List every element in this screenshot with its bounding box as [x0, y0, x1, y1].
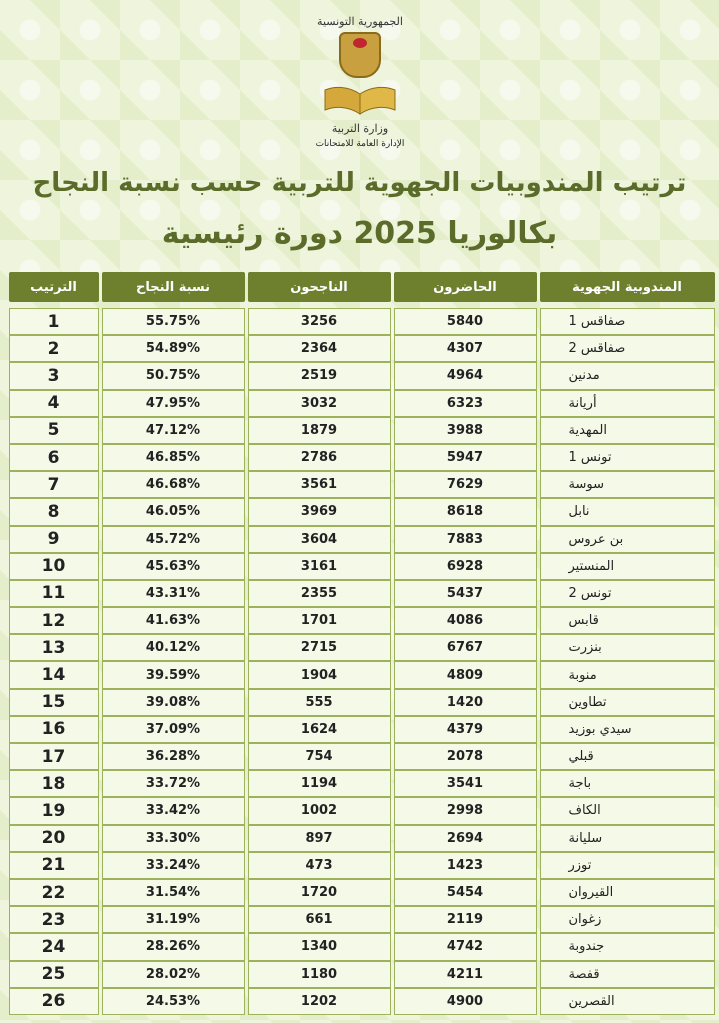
- rate-cell: 45.72%: [102, 526, 245, 553]
- department-label: الإدارة العامة للامتحانات: [315, 139, 405, 149]
- ministry-emblem: [300, 14, 420, 159]
- present-cell: 6928: [394, 553, 537, 580]
- rate-cell: 50.75%: [102, 362, 245, 389]
- table-row: [7, 770, 716, 797]
- present-cell: 4900: [394, 988, 537, 1015]
- passed-cell: 1904: [248, 661, 391, 688]
- rate-cell: 33.72%: [102, 770, 245, 797]
- rate-cell: 46.05%: [102, 498, 245, 525]
- table-row: [7, 335, 716, 362]
- passed-cell: 555: [248, 689, 391, 716]
- present-cell: 6323: [394, 390, 537, 417]
- passed-cell: 2364: [248, 335, 391, 362]
- rank-cell: 11: [9, 580, 99, 607]
- rate-cell: 33.42%: [102, 797, 245, 824]
- table-row: [7, 471, 716, 498]
- rank-cell: 14: [9, 661, 99, 688]
- rate-cell: 45.63%: [102, 553, 245, 580]
- table-row: [7, 526, 716, 553]
- rate-cell: 39.08%: [102, 689, 245, 716]
- region-cell: تطاوين: [540, 689, 715, 716]
- region-cell: توزر: [540, 852, 715, 879]
- column-header-passed: الناجحون: [248, 272, 391, 302]
- table-row: [7, 661, 716, 688]
- passed-cell: 3969: [248, 498, 391, 525]
- region-cell: أريانة: [540, 390, 715, 417]
- region-cell: قابس: [540, 607, 715, 634]
- rate-cell: 43.31%: [102, 580, 245, 607]
- table-row: [7, 879, 716, 906]
- passed-cell: 1180: [248, 961, 391, 988]
- table-row: [7, 444, 716, 471]
- present-cell: 5454: [394, 879, 537, 906]
- present-cell: 4211: [394, 961, 537, 988]
- rate-cell: 54.89%: [102, 335, 245, 362]
- rank-cell: 15: [9, 689, 99, 716]
- rank-cell: 9: [9, 526, 99, 553]
- present-cell: 2998: [394, 797, 537, 824]
- present-cell: 1423: [394, 852, 537, 879]
- region-cell: القيروان: [540, 879, 715, 906]
- region-cell: منوبة: [540, 661, 715, 688]
- table-row: [7, 825, 716, 852]
- region-cell: الكاف: [540, 797, 715, 824]
- present-cell: 5437: [394, 580, 537, 607]
- table-row: [7, 743, 716, 770]
- table-header: [7, 272, 716, 302]
- rate-cell: 33.30%: [102, 825, 245, 852]
- table-body: [7, 308, 716, 1015]
- region-cell: تونس 1: [540, 444, 715, 471]
- rate-cell: 28.26%: [102, 933, 245, 960]
- rank-cell: 5: [9, 417, 99, 444]
- table-row: [7, 390, 716, 417]
- region-cell: مدنين: [540, 362, 715, 389]
- rank-cell: 18: [9, 770, 99, 797]
- passed-cell: 2519: [248, 362, 391, 389]
- passed-cell: 1194: [248, 770, 391, 797]
- present-cell: 6767: [394, 634, 537, 661]
- rank-cell: 1: [9, 308, 99, 335]
- passed-cell: 3561: [248, 471, 391, 498]
- rate-cell: 39.59%: [102, 661, 245, 688]
- table-row: [7, 308, 716, 335]
- column-header-present: الحاضرون: [394, 272, 537, 302]
- rank-cell: 10: [9, 553, 99, 580]
- rate-cell: 47.12%: [102, 417, 245, 444]
- table-row: [7, 607, 716, 634]
- rank-cell: 25: [9, 961, 99, 988]
- rank-cell: 21: [9, 852, 99, 879]
- present-cell: 3541: [394, 770, 537, 797]
- rank-cell: 7: [9, 471, 99, 498]
- present-cell: 7629: [394, 471, 537, 498]
- passed-cell: 3604: [248, 526, 391, 553]
- rate-cell: 28.02%: [102, 961, 245, 988]
- passed-cell: 1624: [248, 716, 391, 743]
- region-cell: قفصة: [540, 961, 715, 988]
- table-row: [7, 797, 716, 824]
- region-cell: القصرين: [540, 988, 715, 1015]
- rate-cell: 47.95%: [102, 390, 245, 417]
- rank-cell: 4: [9, 390, 99, 417]
- present-cell: 4742: [394, 933, 537, 960]
- column-header-rank: الترتيب: [9, 272, 99, 302]
- rank-cell: 8: [9, 498, 99, 525]
- region-cell: المنستير: [540, 553, 715, 580]
- table-row: [7, 988, 716, 1015]
- rate-cell: 36.28%: [102, 743, 245, 770]
- rank-cell: 12: [9, 607, 99, 634]
- passed-cell: 2786: [248, 444, 391, 471]
- passed-cell: 1340: [248, 933, 391, 960]
- region-cell: المهدية: [540, 417, 715, 444]
- passed-cell: 2715: [248, 634, 391, 661]
- present-cell: 7883: [394, 526, 537, 553]
- table-row: [7, 498, 716, 525]
- rank-cell: 2: [9, 335, 99, 362]
- passed-cell: 1720: [248, 879, 391, 906]
- passed-cell: 3032: [248, 390, 391, 417]
- table-row: [7, 689, 716, 716]
- rate-cell: 40.12%: [102, 634, 245, 661]
- rank-cell: 26: [9, 988, 99, 1015]
- present-cell: 4964: [394, 362, 537, 389]
- coat-of-arms-icon: [339, 32, 381, 78]
- table-row: [7, 961, 716, 988]
- region-cell: بن عروس: [540, 526, 715, 553]
- table-row: [7, 933, 716, 960]
- rate-cell: 55.75%: [102, 308, 245, 335]
- table-row: [7, 906, 716, 933]
- present-cell: 4307: [394, 335, 537, 362]
- present-cell: 1420: [394, 689, 537, 716]
- region-cell: سوسة: [540, 471, 715, 498]
- table-row: [7, 553, 716, 580]
- passed-cell: 1879: [248, 417, 391, 444]
- present-cell: 2694: [394, 825, 537, 852]
- passed-cell: 1701: [248, 607, 391, 634]
- region-cell: باجة: [540, 770, 715, 797]
- passed-cell: 897: [248, 825, 391, 852]
- present-cell: 5840: [394, 308, 537, 335]
- rank-cell: 3: [9, 362, 99, 389]
- rank-cell: 23: [9, 906, 99, 933]
- ranking-table: [7, 272, 716, 1015]
- rate-cell: 24.53%: [102, 988, 245, 1015]
- ministry-label: وزارة التربية: [331, 122, 389, 135]
- present-cell: 2078: [394, 743, 537, 770]
- rate-cell: 31.19%: [102, 906, 245, 933]
- passed-cell: 473: [248, 852, 391, 879]
- rank-cell: 22: [9, 879, 99, 906]
- region-cell: سليانة: [540, 825, 715, 852]
- table-row: [7, 417, 716, 444]
- table-row: [7, 580, 716, 607]
- page-title: ترتيب المندوبيات الجهوية للتربية حسب نسبة النجاح: [32, 168, 687, 198]
- rate-cell: 33.24%: [102, 852, 245, 879]
- rate-cell: 41.63%: [102, 607, 245, 634]
- region-cell: صفاقس 2: [540, 335, 715, 362]
- region-cell: جندوبة: [540, 933, 715, 960]
- republic-label: الجمهورية التونسية: [317, 15, 403, 28]
- open-book-icon: [323, 84, 397, 118]
- column-header-rate: نسبة النجاح: [102, 272, 245, 302]
- table-row: [7, 716, 716, 743]
- rank-cell: 17: [9, 743, 99, 770]
- rank-cell: 24: [9, 933, 99, 960]
- present-cell: 4809: [394, 661, 537, 688]
- rank-cell: 13: [9, 634, 99, 661]
- passed-cell: 3256: [248, 308, 391, 335]
- table-row: [7, 362, 716, 389]
- region-cell: صفاقس 1: [540, 308, 715, 335]
- rank-cell: 19: [9, 797, 99, 824]
- present-cell: 8618: [394, 498, 537, 525]
- page-subtitle: بكالوريا 2025 دورة رئيسية: [161, 216, 558, 251]
- region-cell: زغوان: [540, 906, 715, 933]
- passed-cell: 1002: [248, 797, 391, 824]
- region-cell: قبلي: [540, 743, 715, 770]
- passed-cell: 754: [248, 743, 391, 770]
- passed-cell: 661: [248, 906, 391, 933]
- present-cell: 5947: [394, 444, 537, 471]
- rate-cell: 31.54%: [102, 879, 245, 906]
- passed-cell: 1202: [248, 988, 391, 1015]
- rate-cell: 37.09%: [102, 716, 245, 743]
- region-cell: بنزرت: [540, 634, 715, 661]
- rate-cell: 46.68%: [102, 471, 245, 498]
- rank-cell: 6: [9, 444, 99, 471]
- present-cell: 2119: [394, 906, 537, 933]
- present-cell: 4379: [394, 716, 537, 743]
- present-cell: 3988: [394, 417, 537, 444]
- table-row: [7, 634, 716, 661]
- region-cell: نابل: [540, 498, 715, 525]
- column-header-region: المندوبية الجهوية: [540, 272, 715, 302]
- rank-cell: 16: [9, 716, 99, 743]
- region-cell: سيدي بوزيد: [540, 716, 715, 743]
- table-row: [7, 852, 716, 879]
- present-cell: 4086: [394, 607, 537, 634]
- passed-cell: 3161: [248, 553, 391, 580]
- passed-cell: 2355: [248, 580, 391, 607]
- rank-cell: 20: [9, 825, 99, 852]
- rate-cell: 46.85%: [102, 444, 245, 471]
- region-cell: تونس 2: [540, 580, 715, 607]
